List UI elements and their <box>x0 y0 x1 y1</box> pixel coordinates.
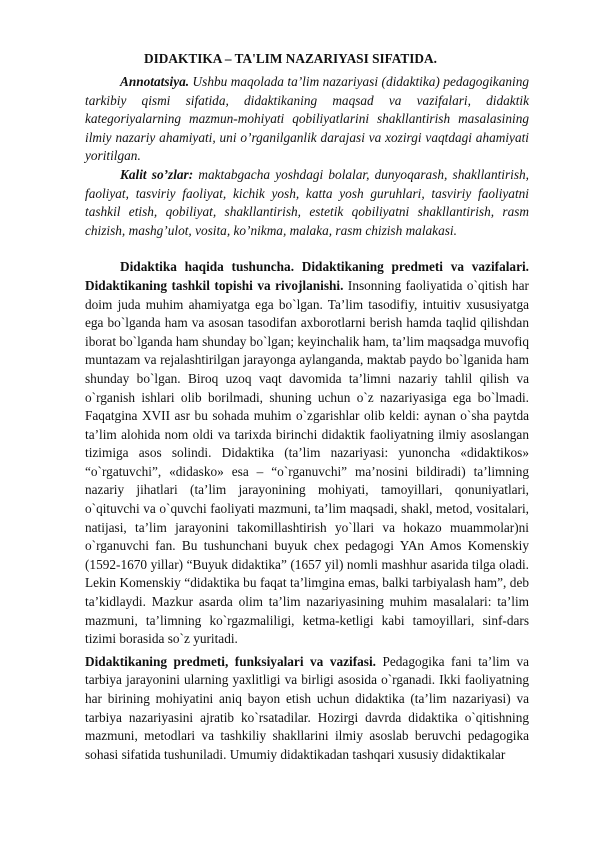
document-title: DIDAKTIKA – TA'LIM NAZARIYASI SIFATIDA. <box>144 51 437 66</box>
section2-heading: Didaktikaning predmeti, funksiyalari va vazifasi. <box>85 653 376 669</box>
section1-text: Insonning faoliyatida o`qitish har doim juda muhim ahamiyatga ega bo`lgan. Ta’lim tasodifiy, intuitiv xususiyatga ega bo`lganda ham va asosan tasodifan axborotlarni berish hamda taqlid qilishdan iborat bo`lganda ham shunday bo`lgan; keyinchalik ham, ta’lim maqsadga muvofiq muntazam va rejalashtirilgan jarayonga aylanganda, maktab paydo bo`lganida ham shunday bo`lgan. Biroq uzoq vaqt davomida ta’limni nazariy tahlil qilish va o`rganish ishlari olib borilmadi, shuning uchun o`z nazariyasiga ega bo`lmadi. Faqatgina XVII asr bu sohada muhim o`zgarishlar olib keldi: aynan o`sha paytda ta’lim alohida nom oldi va tarixda birinchi didaktik faoliyatning ilmiy asoslangan tizimiga asos solindi. Didaktika (ta’lim nazariyasi: yunoncha «didaktikos» “o`rgatuvchi”, «didasko» esa – “o`rganuvchi” ma’nosini bildiradi) ta’limning nazariy jihatlari (ta’lim jarayonining mohiyati, tamoyillari, qonuniyatlari, o`qituvchi va o`quvchi faoliyati mazmuni, ta’lim maqsadi, shakl, metod, vositalari, natijasi, ta’lim jarayonini takomillashtirish yo`llari va hokazo muammolar)ni o`rganuvchi fan. Bu tushunchani buyuk chex pedagogi YAn Amos Komenskiy (1592-1670 yillar) “Buyuk didaktika” (1657 yil) nomli mashhur asarida tilga oladi. Lekin Komenskiy “didaktika bu faqat ta’limgina emas, balki tarbiyalash ham”, deb ta’kidlaydi. Mazkur asarda olim ta’lim nazariyasining muhim masalalari: ta’lim mazmuni, ta’limning ko`rgazmaliligi, ketma-ketligi kabi tamoyillari, sinf-dars tizimi borasida so`z yuritadi. <box>85 277 529 647</box>
section2-text: Pedagogika fani ta’lim va tarbiya jarayonini ularning yaxlitligi va birligi asosida o`rganadi. Ikki faoliyatning har birining mohiyatini aniq bayon etish uchun didaktika (ta’lim nazariyasi) va tarbiya nazariyasini ajratib ko`rsatadilar. Hozirgi davrda didaktika o`qitishning mazmuni, metodlari va tashkiliy shakllarini ilmiy asoslab beruvchi pedagogika sohasi sifatida tushuniladi. Umumiy didaktikadan tashqari xususiy didaktikalar <box>85 653 529 762</box>
paragraph-gap <box>85 240 529 258</box>
annotation-text: Ushbu maqolada ta’lim nazariyasi (didaktika) pedagogikaning tarkibiy qismi sifatida, didaktikaning maqsad va vazifalari, didaktik kategoriyalarning mazmun-mohiyati qobiliyatlarini shakllantirish masalasining ilmiy nazariy ahamiyati, uni o’rganilganlik darajasi va xozirgi vaqtdagi ahamiyati yoritilgan. <box>85 74 529 164</box>
keywords-paragraph <box>85 166 529 240</box>
keywords-label: Kalit so’zlar: <box>120 166 194 182</box>
document-page <box>85 50 529 764</box>
section1-paragraph <box>85 258 529 648</box>
annotation-paragraph <box>85 73 529 166</box>
section2-paragraph <box>85 653 529 765</box>
keywords-text: maktabgacha yoshdagi bolalar, dunyoqarash, shakllantirish, faoliyat, tasviriy faoliyat, kichik yosh, katta yosh guruhlari, tasviriy faoliyatni tashkil etish, qobiliyat, shakllantirish, estetik qobiliyatni shakllantirish, rasm chizish, mashg’ulot, vosita, ko’nikma, malaka, rasm chizish malakasi. <box>85 166 530 238</box>
annotation-label: Annotatsiya. <box>120 74 190 89</box>
section1-heading: Didaktika haqida tushuncha. Didaktikaning predmeti va vazifalari. Didaktikaning tashkil topishi va rivojlanishi. <box>85 259 529 293</box>
